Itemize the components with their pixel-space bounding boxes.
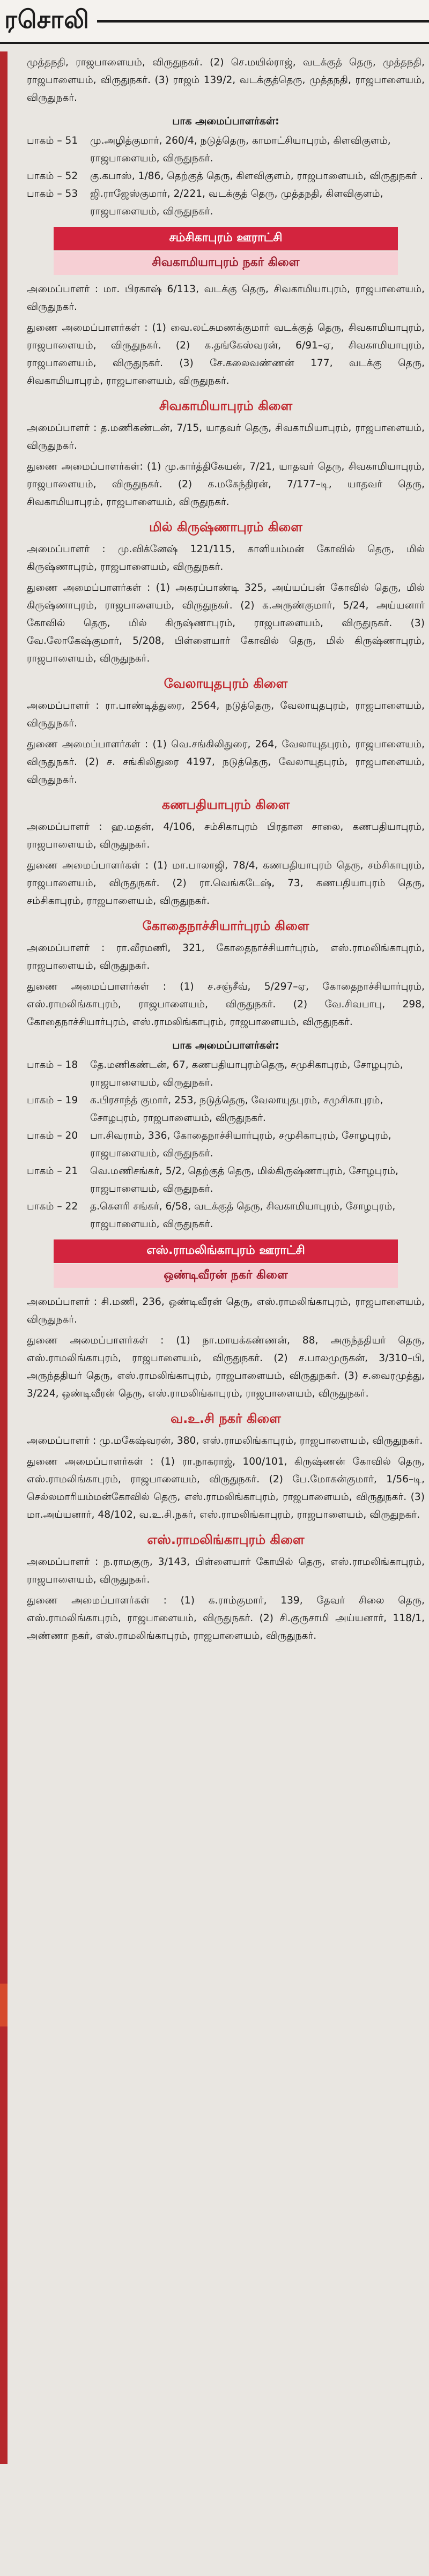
branch-title: கோதைநாச்சியார்புரம் கிளை [142,918,309,933]
panchayat-title: சம்சிகாபுரம் ஊராட்சி [54,227,398,250]
booth-row [27,167,425,185]
booth-row [27,1056,425,1092]
branch-title: சிவகாமியாபுரம் நகர் கிளை [54,251,398,275]
booth-detail: ஜி.ராஜேஸ்குமார், 2/221, வடக்குத் தெரு, முத்தநதி, கிளவிகுளம், ராஜபாளையம், விருதுநகர். [90,188,383,217]
organizer-paragraph: அமைப்பாளர் : மா. பிரகாஷ் 6/113, வடக்கு தெரு, சிவகாமியாபுரம், ராஜபாளையம், விருதுநகர். [27,284,425,313]
booth-number: பாகம் – 51 [27,135,78,146]
branch-title: எஸ்.ராமலிங்காபுரம் கிளை [147,1532,305,1547]
booth-detail: தே.மணிகண்டன், 67, கணபதியாபுரம்தெரு, சமுசிகாபுரம், சோழபுரம், ராஜபாளையம், விருதுநகர். [90,1059,403,1088]
deputy-organizers-paragraph: துணை அமைப்பாளர்கள் : (1) ரா.நாகராஜ், 100/101, கிருஷ்ணன் கோவில் தெரு, எஸ்.ராமலிங்காபுரம், ராஜபாளையம், விருதுநகர். (2) பே.மோகன்குமார், 1/56–டி, செல்லமாரியம்மன்கோவில் தெரு, எஸ்.ராமலிங்காபுரம், ராஜபாளையம், விருதுநகர். (3) மா.அய்யனார், 48/102, வ.உ.சி.நகர், எஸ்.ராமலிங்காபுரம், ராஜபாளையம், விருதுநகர். [27,1456,425,1520]
deputy-organizers-paragraph: துணை அமைப்பாளர்கள் : (1) மா.பாலாஜி, 78/4, கணபதியாபுரம் தெரு, சம்சிகாபுரம், ராஜபாளையம், விருதுநகர். (2) ரா.வெங்கடேஷ், 73, கணபதியாபுரம் தெரு, சம்சிகாபுரம், ராஜபாளையம், விருதுநகர். [27,860,425,907]
organizer-paragraph: அமைப்பாளர் : த.மணிகண்டன், 7/15, யாதவர் தெரு, சிவகாமியாபுரம், ராஜபாளையம், விருதுநகர். [27,422,425,451]
deputy-organizers-paragraph: துணை அமைப்பாளர்கள் : (1) நா.மாயக்கண்ணன், 88, அருந்ததியர் தெரு, எஸ்.ராமலிங்காபுரம், ராஜபாளையம், விருதுநகர். (2) ச.பாலமுருகன், 3/310–பி, அருந்ததியர் தெரு, எஸ்.ராமலிங்காபுரம், ராஜபாளையம், விருதுநகர். (3) ச.வைரமுத்து, 3/224, ஒண்டிவீரன் தெரு, எஸ்.ராமலிங்காபுரம், ராஜபாளையம், விருதுநகர். [27,1335,425,1399]
booth-number: பாகம் – 19 [27,1095,78,1106]
organizer-paragraph: அமைப்பாளர் : ரா.பாண்டித்துரை, 2564, நடுத்தெரு, வேலாயுதபுரம், ராஜபாளையம், விருதுநகர். [27,700,425,729]
booth-number: பாகம் – 53 [27,188,78,199]
organizer-paragraph: அமைப்பாளர் : மு.விக்னேஷ் 121/115, காளியம்மன் கோவில் தெரு, மில் கிருஷ்ணாபுரம், ராஜபாளையம், விருதுநகர். [27,544,425,573]
left-margin-marker [0,1984,8,2026]
page-title: ரசொலி [4,4,90,34]
organizer-paragraph: அமைப்பாளர் : சி.மணி, 236, ஒண்டிவீரன் தெரு, எஸ்.ராமலிங்காபுரம், ராஜபாளையம், விருதுநகர். [27,1296,425,1325]
branch-title: மில் கிருஷ்ணாபுரம் கிளை [149,519,302,534]
deputy-organizers-paragraph: துணை அமைப்பாளர்கள் : (1) ச.சஞ்சீவ், 5/297–ஏ, கோதைநாச்சியார்புரம், எஸ்.ராமலிங்காபுரம், ராஜபாளையம், விருதுநகர். (2) வே.சிவபாபு, 298, கோதைநாச்சியார்புரம், எஸ்.ராமலிங்காபுரம், ராஜபாளையம், விருதுநகர். [27,981,425,1028]
booth-detail: மு.அழித்குமார், 260/4, நடுத்தெரு, காமாட்சியாபுரம், கிளவிகுளம், ராஜபாளையம், விருதுநகர். [90,135,391,164]
booth-number: பாகம் – 20 [27,1130,78,1141]
booth-row [27,1127,425,1162]
organizer-paragraph: அமைப்பாளர் : ந.ராமகுரு, 3/143, பிள்ளையார் கோயில் தெரு, எஸ்.ராமலிங்காபுரம், ராஜபாளையம், விருதுநகர். [27,1556,425,1585]
branch-title: வ.உ.சி நகர் கிளை [171,1411,281,1426]
booth-number: பாகம் – 52 [27,170,78,182]
booth-detail: க.பிரசாந்த் குமார், 253, நடுத்தெரு, வேலாயுதபுரம், சமுசிகாபுரம், சோழபுரம், ராஜபாளையம், விருதுநகர். [90,1095,383,1124]
booth-row [27,185,425,220]
branch-title: ஒண்டிவீரன் நகர் கிளை [54,1264,398,1288]
booth-detail: த.கௌரி சங்கர், 6/58, வடக்குத் தெரு, சிவகாமியாபுரம், சோழபுரம், ராஜபாளையம், விருதுநகர். [90,1201,396,1230]
booth-row [27,1092,425,1127]
panchayat-title: எஸ்.ராமலிங்காபுரம் ஊராட்சி [54,1239,398,1263]
booth-number: பாகம் – 21 [27,1165,78,1177]
left-margin-bar [0,51,8,2464]
deputy-organizers-paragraph: துணை அமைப்பாளர்கள் : (1) வை.லட்சுமணக்குமார் வடக்குத் தெரு, சிவகாமியாபுரம், ராஜபாளையம், விருதுநகர். (2) க.தங்கேஸ்வரன், 6/91–ஏ, சிவகாமியாபுரம், ராஜபாளையம், விருதுநகர். (3) சே.கலைவண்ணன் 177, வடக்கு தெரு, சிவகாமியாபுரம், ராஜபாளையம், விருதுநகர். [27,322,425,387]
booth-number: பாகம் – 22 [27,1201,78,1212]
booth-row [27,1162,425,1198]
branch-title: சிவகாமியாபுரம் கிளை [159,398,293,413]
booth-list-2 [27,1056,425,1233]
deputy-organizers-paragraph: துணை அமைப்பாளர்கள் : (1) அகரப்பாண்டி 325, அய்யப்பன் கோவில் தெரு, மில் கிருஷ்ணாபுரம், ராஜபாளையம், விருதுநகர். (2) க.அருண்குமார், 5/24, அய்யனார் கோவில் தெரு, மில் கிருஷ்ணாபுரம், ராஜபாளையம், விருதுநகர். (3) வே.லோகேஷ்குமார், 5/208, பிள்ளையார் கோவில் தெரு, மில் கிருஷ்ணாபுரம், ராஜபாளையம், விருதுநகர். [27,582,425,664]
organizer-paragraph: அமைப்பாளர் : மு.மகேஷ்வரன், 380, எஸ்.ராமலிங்காபுரம், ராஜபாளையம், விருதுநகர். [27,1435,423,1446]
booth-row [27,132,425,167]
booth-detail: பா.சிவராம், 336, கோதைநாச்சியார்புரம், சமுசிகாபுரம், சோழபுரம், ராஜபாளையம், விருதுநகர். [90,1130,391,1159]
booth-number: பாகம் – 18 [27,1059,78,1071]
booth-detail: வெ.மணிசங்கர், 5/2, தெற்குத் தெரு, மில்கிருஷ்ணாபுரம், சோழபுரம், ராஜபாளையம், விருதுநகர். [90,1165,398,1194]
organizer-paragraph: அமைப்பாளர் : ஹ.மதன், 4/106, சம்சிகாபுரம் பிரதான சாலை, கணபதியாபுரம், ராஜபாளையம், விருதுநகர். [27,821,425,850]
deputy-organizers-paragraph: துணை அமைப்பாளர்கள் : (1) வெ.சங்கிலிதுரை, 264, வேலாயுதபுரம், ராஜபாளையம், விருதுநகர். (2) ச. சங்கிலிதுரை 4197, நடுத்தெரு, வேலாயுதபுரம், ராஜபாளையம், விருதுநகர். [27,739,425,785]
article-body [27,54,425,1648]
booth-detail: கு.கபாஸ், 1/86, தெற்குத் தெரு, கிளவிகுளம், ராஜபாளையம், விருதுநகர் . [90,170,423,182]
booth-heading-1: பாக அமைப்பாளர்கள்: [172,115,279,127]
deputy-organizers-paragraph: துணை அமைப்பாளர்கள் : (1) க.ராம்குமார், 139, தேவர் சிலை தெரு, எஸ்.ராமலிங்காபுரம், ராஜபாளையம், விருதுநகர். (2) சி.குருசாமி அய்யனார், 118/1, அண்ணா நகர், எஸ்.ராமலிங்காபுரம், ராஜபாளையம், விருதுநகர். [27,1595,425,1642]
organizer-paragraph: அமைப்பாளர் : ரா.வீரமணி, 321, கோதைநாச்சியார்புரம், எஸ்.ராமலிங்காபுரம், ராஜபாளையம், விருதுநகர். [27,942,425,971]
header-rule [97,20,429,23]
branch-title: கணபதியாபுரம் கிளை [161,797,290,812]
deputy-organizers-paragraph: துணை அமைப்பாளர்கள்: (1) மு.கார்த்திகேயன், 7/21, யாதவர் தெரு, சிவகாமியாபுரம், ராஜபாளையம், விருதுநகர். (2) க.மகேந்திரன், 7/177–டி, யாதவர் தெரு, சிவகாமியாபுரம், ராஜபாளையம், விருதுநகர். [27,461,425,508]
booth-heading-2: பாக அமைப்பாளர்கள்: [172,1040,279,1051]
booth-row [27,1198,425,1233]
booth-list-1 [27,132,425,220]
page-header [0,0,429,44]
intro-paragraph: முத்தநதி, ராஜபாளையம், விருதுநகர். (2) செ.மயில்ராஜ், வடக்குத் தெரு, முத்தநதி, ராஜபாளையம், விருதுநகர். (3) ராஜம் 139/2, வடக்குத்தெரு, முத்தநதி, ராஜபாளையம், விருதுநகர். [27,57,425,103]
branch-title: வேலாயுதபுரம் கிளை [164,676,288,691]
